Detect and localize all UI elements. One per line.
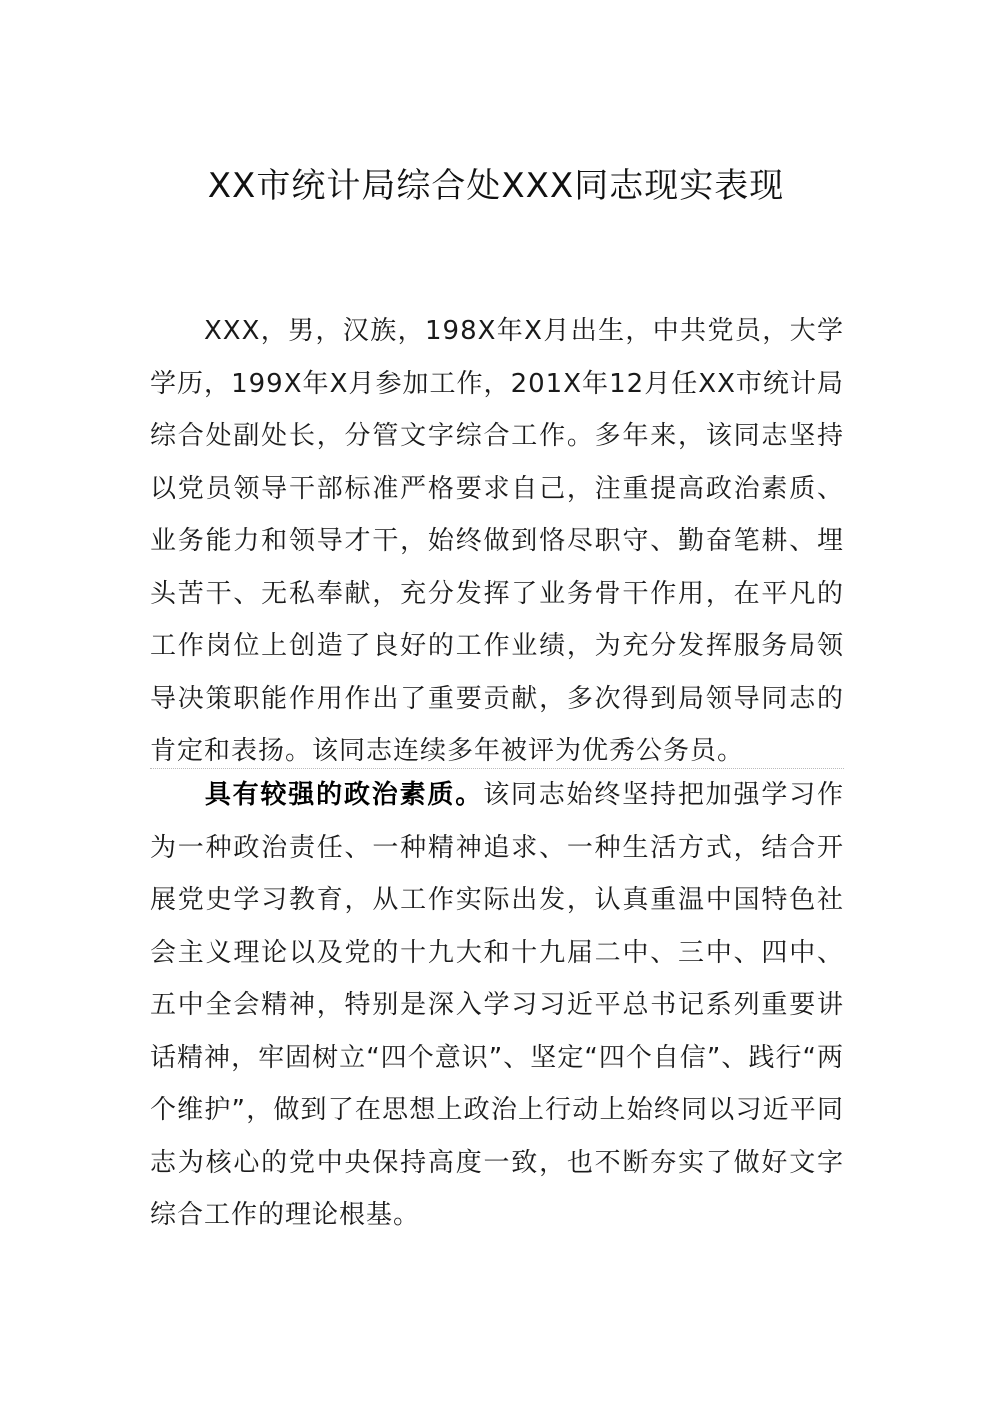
paragraph-profile — [150, 305, 844, 778]
document-title: XX市统计局综合处XXX同志现实表现 — [207, 166, 785, 206]
paragraph-political-quality — [150, 769, 844, 1242]
paragraph-profile-text: XXX，男，汉族，198X年X月出生，中共党员，大学学历，199X年X月参加工作，201X年12月任XX市统计局综合处副处长，分管文字综合工作。多年来，该同志坚持以党员领导干部标准严格要求自己，注重提高政治素质、业务能力和领导才干，始终做到恪尽职守、勤奋笔耕、埋头苦干、无私奉献，充分发挥了业务骨干作用，在平凡的工作岗位上创造了良好的工作业绩，为充分发挥服务局领导决策职能作用作出了重要贡献，多次得到局领导同志的肯定和表扬。该同志连续多年被评为优秀公务员。 — [150, 316, 844, 766]
paragraph-political-quality-text: 该同志始终坚持把加强学习作为一种政治责任、一种精神追求、一种生活方式，结合开展党史学习教育，从工作实际出发，认真重温中国特色社会主义理论以及党的十九大和十九届二中、三中、四中、五中全会精神，特别是深入学习习近平总书记系列重要讲话精神，牢固树立“四个意识”、坚定“四个自信”、践行“两个维护”，做到了在思想上政治上行动上始终同以习近平同志为核心的党中央保持高度一致，也不断夯实了做好文字综合工作的理论根基。 — [150, 780, 844, 1230]
paragraph-lead-heading: 具有较强的政治素质。 — [204, 780, 484, 810]
